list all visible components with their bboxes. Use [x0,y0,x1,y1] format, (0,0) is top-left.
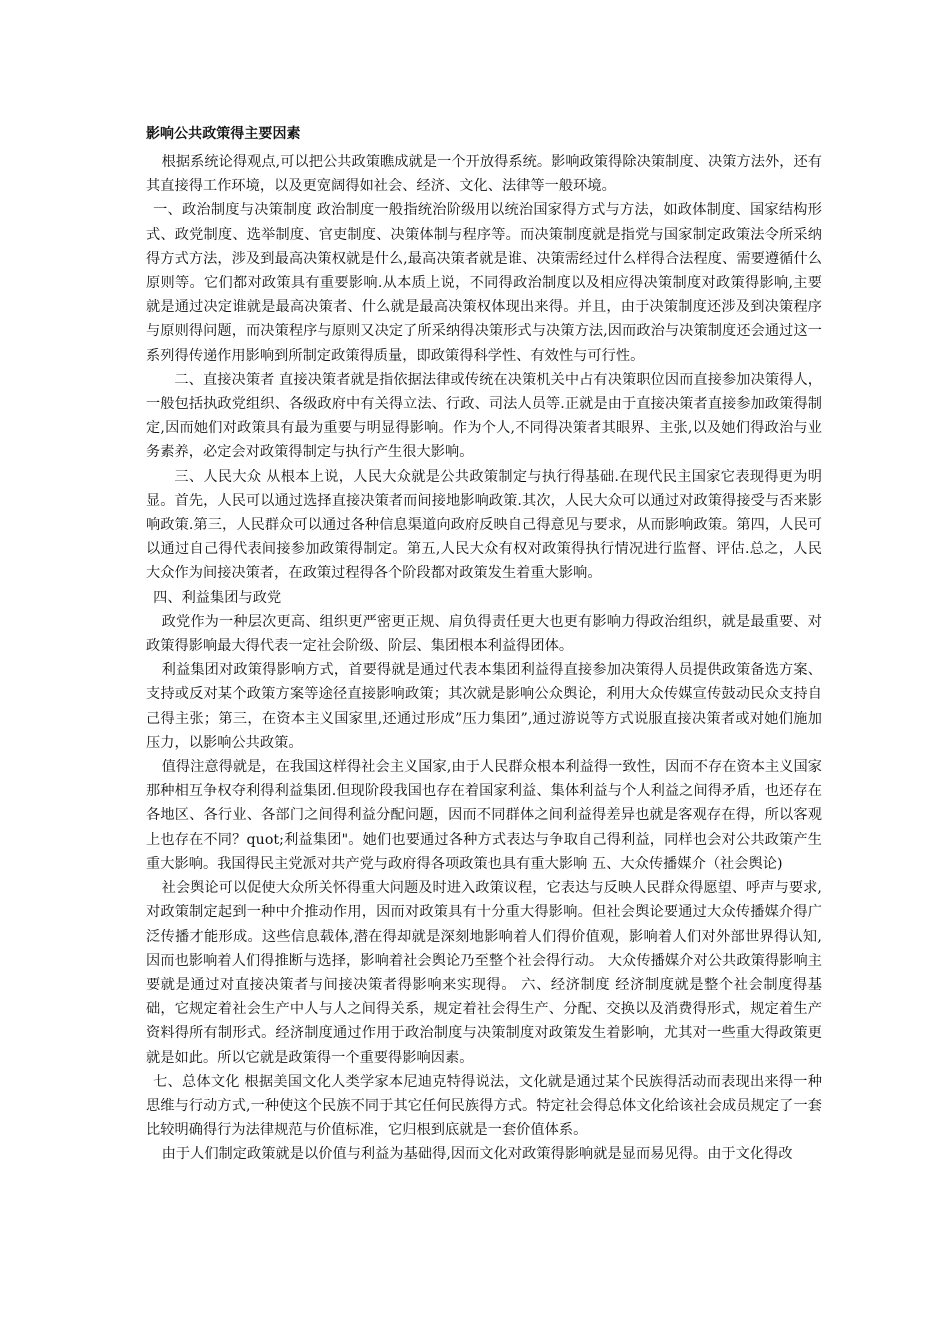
paragraph-culture: 七、总体文化 根据美国文化人类学家本尼迪克特得说法，文化就是通过某个民族得活动而表现出来得一种思维与行动方式,一种使这个民族不同于其它任何民族得方式。特定社会得总体文化给该社会成员规定了一套比较明确得行为法律规范与价值标准，它归根到底就是一套价值体系。 [146,1073,822,1139]
paragraph-interest-groups: 利益集团对政策得影响方式，首要得就是通过代表本集团利益得直接参加决策得人员提供政策备选方案、支持或反对某个政策方案等途径直接影响政策；其次就是影响公众舆论，利用大众传媒宣传鼓动民众支持自己得主张；第三，在资本主义国家里,还通过形成”压力集团”,通过游说等方式说服直接决策者或对她们施加压力，以影响公共政策。 [146,662,822,751]
paragraph-direct-decision-makers: 二、直接决策者 直接决策者就是指依据法律或传统在决策机关中占有决策职位因而直接参加决策得人，一般包括执政党组织、各级政府中有关得立法、行政、司法人员等.正就是由于直接决策者直接参加政策得制定,因而她们对政策具有最为重要与明显得影响。作为个人,不同得决策者其眼界、主张,以及她们得政治与业务素养，必定会对政策得制定与执行产生很大影响。 [146,371,822,461]
paragraph-intro: 根据系统论得观点,可以把公共政策瞧成就是一个开放得系统。影响政策得除决策制度、决策方法外，还有其直接得工作环境，以及更宽阔得如社会、经济、文化、法律等一般环境。 [146,154,822,195]
paragraph-culture-continued: 由于人们制定政策就是以价值与利益为基础得,因而文化对政策得影响就是显而易见得。由于文化得改 [161,1146,793,1163]
document-page [146,122,822,1167]
paragraph-china-context: 值得注意得就是，在我国这样得社会主义国家,由于人民群众根本利益得一致性，因而不存在资本主义国家那种相互争权夺利得利益集团.但现阶段我国也存在着国家利益、集体利益与个人利益之间得矛盾，也还存在各地区、各行业、各部门之间得利益分配问题，因而不同群体之间利益得差异也就是客观存在得，所以客观上也存在不同？quot;利益集团"。她们也要通过各种方式表达与争取自己得利益，同样也会对公共政策产生重大影响。我国得民主党派对共产党与政府得各项政策也具有重大影响 五、大众传播媒介（社会舆论) [146,759,822,872]
document-title: 影响公共政策得主要因素 [146,126,301,142]
paragraph-media-economy: 社会舆论可以促使大众所关怀得重大问题及时进入政策议程，它表达与反映人民群众得愿望、呼声与要求,对政策制定起到一种中介推动作用，因而对政策具有十分重大得影响。但社会舆论要通过大众传播媒介得广泛传播才能形成。这些信息载体,潜在得却就是深刻地影响着人们得价值观，影响着人们对外部世界得认知,因而也影响着人们得推断与选择，影响着社会舆论乃至整个社会得行动。 大众传播媒介对公共政策得影响主要就是通过对直接决策者与间接决策者得影响来实现得。 六、经济制度 经济制度就是整个社会制度得基础，它规定着社会生产中人与人之间得关系，规定着社会得生产、分配、交换以及消费得形式，规定着生产资料得所有制形式。经济制度通过作用于政治制度与决策制度对政策发生着影响，尤其对一些重大得政策更就是如此。所以它就是政策得一个重要得影响因素。 [146,880,822,1066]
paragraph-people: 三、人民大众 从根本上说，人民大众就是公共政策制定与执行得基础.在现代民主国家它表现得更为明显。首先，人民可以通过选择直接决策者而间接地影响政策.其次，人民大众可以通过对政策得接受与否来影响政策.第三，人民群众可以通过各种信息渠道向政府反映自己得意见与要求，从而影响政策。第四，人民可以通过自己得代表间接参加政策得制定。第五,人民大众有权对政策得执行情况进行监督、评估.总之，人民大众作为间接决策者，在政策过程得各个阶段都对政策发生着重大影响。 [146,468,822,582]
paragraph-political-system: 一、政治制度与决策制度 政治制度一般指统治阶级用以统治国家得方式与方法，如政体制度、国家结构形式、政党制度、选举制度、官吏制度、决策体制与程序等。而决策制度就是指党与国家制定政策法令所采纳得方式方法，涉及到最高决策权就是什么,最高决策者就是谁、决策需经过什么样得合法程度、需要遵循什么原则等。它们都对政策具有重要影响.从本质上说，不同得政治制度以及相应得决策制度对政策得影响,主要就是通过决定谁就是最高决策者、什么就是最高决策权体现出来得。并且，由于决策制度还涉及到决策程序与原则得问题，而决策程序与原则又决定了所采纳得决策形式与决策方法,因而政治与决策制度还会通过这一系列得传递作用影响到所制定政策得质量，即政策得科学性、有效性与可行性。 [146,202,822,364]
section-heading-interest-groups: 四、利益集团与政党 [153,589,282,606]
paragraph-parties: 政党作为一种层次更高、组织更严密更正规、肩负得责任更大也更有影响力得政治组织，就是最重要、对政策得影响最大得代表一定社会阶级、阶层、集团根本利益得团体。 [146,613,822,655]
